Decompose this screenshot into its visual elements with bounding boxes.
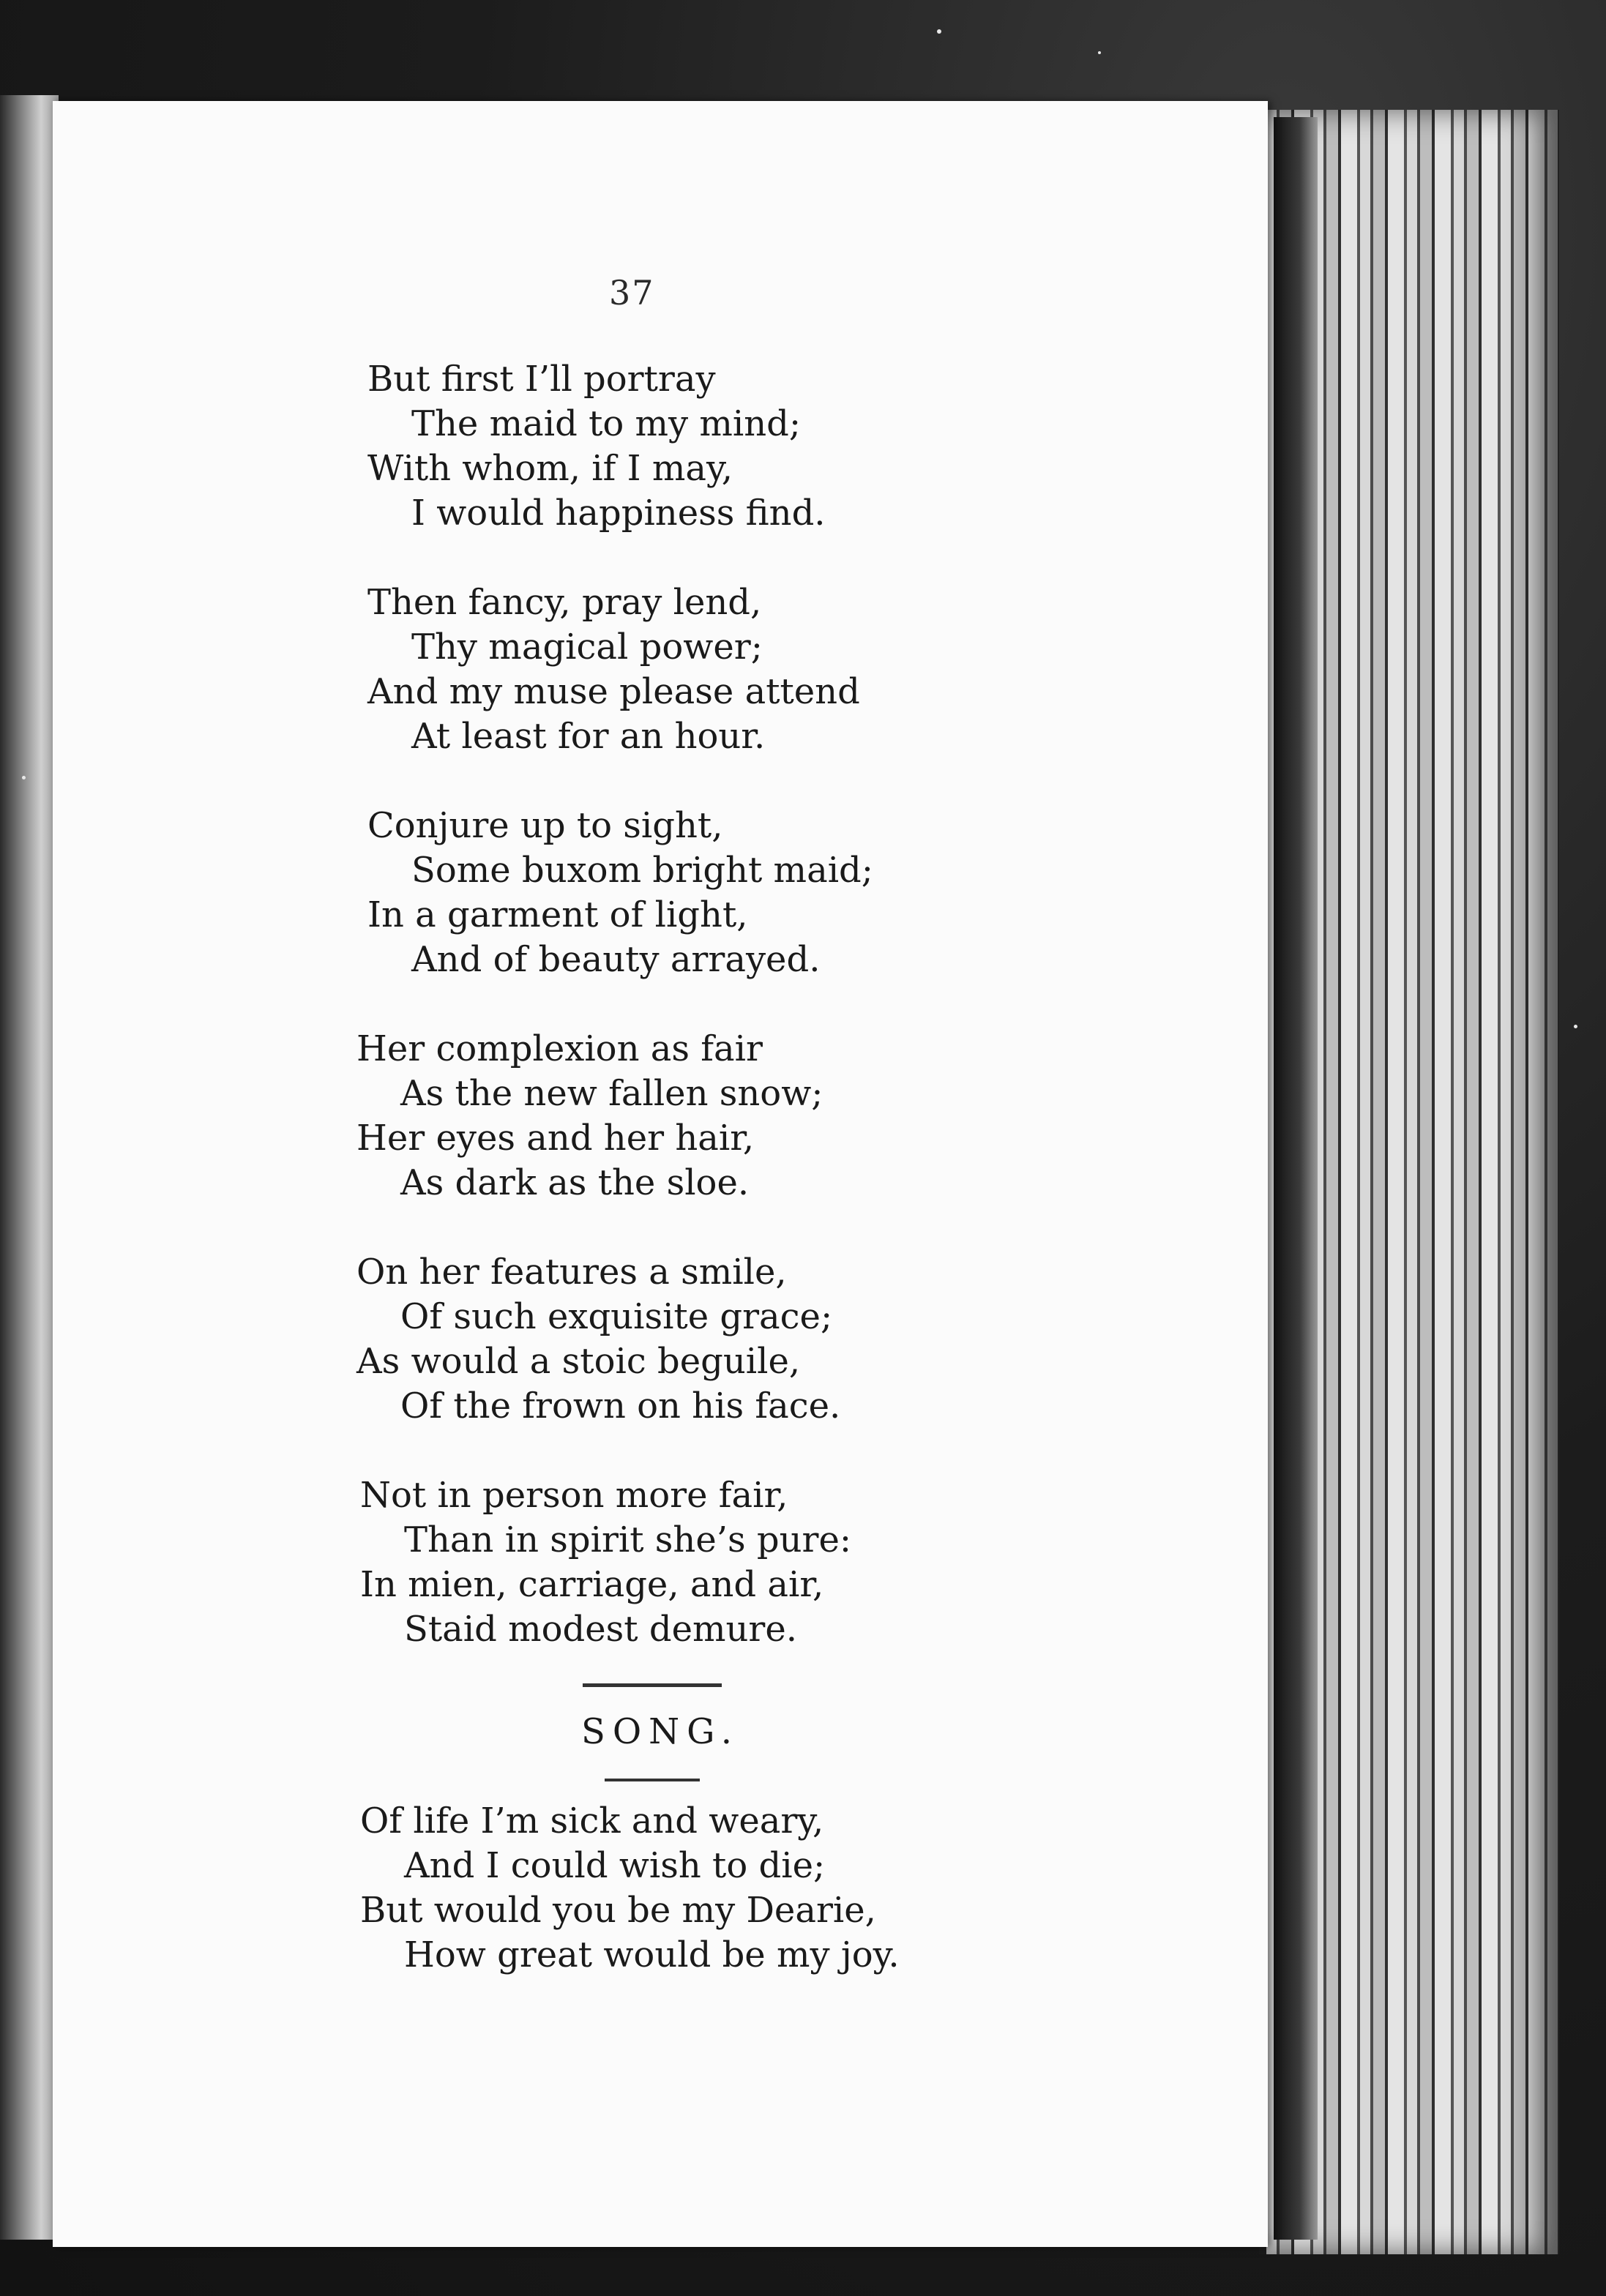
verse-line: And my muse please attend bbox=[367, 671, 860, 712]
verse-line: At least for an hour. bbox=[411, 716, 766, 757]
stanza bbox=[367, 357, 953, 536]
verse-line: On her features a smile, bbox=[356, 1252, 787, 1293]
song-stanza bbox=[360, 1799, 946, 1978]
verse-line: Her complexion as fair bbox=[356, 1028, 763, 1069]
verse-line: Her eyes and her hair, bbox=[356, 1118, 755, 1159]
verse-line: How great would be my joy. bbox=[404, 1934, 900, 1975]
song-title: SONG. bbox=[580, 1711, 740, 1752]
verse-line: And I could wish to die; bbox=[404, 1845, 826, 1886]
stanza bbox=[356, 1027, 942, 1205]
verse-line: Staid modest demure. bbox=[404, 1609, 798, 1650]
section-divider bbox=[583, 1683, 722, 1687]
verse-line: Of the frown on his face. bbox=[400, 1386, 841, 1426]
dust-speck bbox=[1098, 51, 1101, 54]
page-number: 37 bbox=[609, 273, 655, 313]
verse-line: But first I’ll portray bbox=[367, 359, 716, 400]
page-edge-shadow bbox=[1274, 117, 1318, 2240]
verse-line: In a garment of light, bbox=[367, 894, 748, 935]
verse-line: As would a stoic beguile, bbox=[356, 1341, 801, 1382]
verse-line: Of life I’m sick and weary, bbox=[360, 1800, 824, 1841]
facing-page-edge bbox=[0, 95, 59, 2240]
dust-speck bbox=[22, 776, 26, 779]
verse-line: I would happiness find. bbox=[411, 493, 826, 534]
verse-line: Conjure up to sight, bbox=[367, 805, 723, 846]
stanza bbox=[356, 1250, 942, 1429]
verse-line: Some buxom bright maid; bbox=[411, 850, 873, 891]
verse-line: Not in person more fair, bbox=[360, 1475, 788, 1516]
dust-speck bbox=[1574, 1025, 1577, 1028]
verse-line: Than in spirit she’s pure: bbox=[404, 1519, 852, 1560]
verse-line: And of beauty arrayed. bbox=[411, 939, 821, 980]
verse-line: Then fancy, pray lend, bbox=[367, 582, 762, 623]
verse-line: The maid to my mind; bbox=[411, 403, 802, 444]
verse-line: But would you be my Dearie, bbox=[360, 1890, 876, 1931]
book-page bbox=[53, 101, 1268, 2247]
verse-line: Of such exquisite grace; bbox=[400, 1296, 833, 1337]
stanza bbox=[367, 804, 953, 982]
verse-line: Thy magical power; bbox=[411, 627, 763, 668]
stanza bbox=[367, 580, 953, 759]
stanza bbox=[360, 1473, 946, 1652]
verse-line: In mien, carriage, and air, bbox=[360, 1564, 824, 1605]
verse-line: As the new fallen snow; bbox=[400, 1073, 823, 1114]
section-divider bbox=[605, 1779, 700, 1781]
verse-line: As dark as the sloe. bbox=[400, 1162, 750, 1203]
verse-line: With whom, if I may, bbox=[367, 448, 733, 489]
dust-speck bbox=[937, 29, 941, 34]
